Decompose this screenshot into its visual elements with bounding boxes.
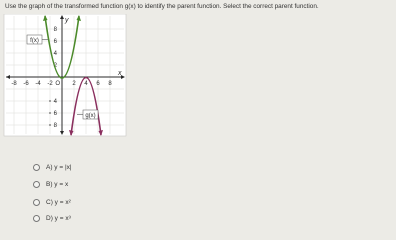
y-tick-4: 4 [53,51,57,57]
coordinate-graph [0,14,130,139]
y-tick-neg6: 6 [53,111,57,117]
radio-d[interactable] [33,215,40,222]
g-label: g(x) [85,113,96,119]
x-tick-8: 8 [108,81,112,87]
choice-a-label: A) y = |x| [46,163,72,171]
choice-c-label: C) y = x² [46,198,71,206]
x-tick-neg4: -4 [35,81,41,87]
choice-a[interactable] [33,161,72,173]
x-axis-label: x [118,70,122,77]
y-tick-8: 8 [53,27,57,33]
radio-b[interactable] [33,181,40,188]
question-text: Use the graph of the transformed function g(x) to identify the parent function. Select the correct parent function. [5,3,319,10]
x-tick-neg8: -8 [11,81,17,87]
y-tick-neg4: 4 [53,99,57,105]
y-tick-6: 6 [53,39,57,45]
choice-b[interactable] [33,178,68,190]
x-tick-neg2: -2 [47,81,53,87]
x-tick-6: 6 [96,81,100,87]
x-tick-2: 2 [72,81,76,87]
x-tick-4: 4 [84,81,88,87]
y-axis-label: y [65,17,69,24]
f-label: f(x) [30,38,39,44]
radio-a[interactable] [33,164,40,171]
choice-d[interactable] [33,212,71,224]
origin-label: O [55,81,60,87]
y-tick-2: 2 [53,63,57,69]
choice-d-label: D) y = x³ [46,214,71,222]
choice-b-label: B) y = x [46,180,69,188]
y-tick-neg8: 8 [53,123,57,129]
choice-c[interactable] [33,196,71,208]
radio-c[interactable] [33,199,40,206]
x-tick-neg6: -6 [23,81,29,87]
